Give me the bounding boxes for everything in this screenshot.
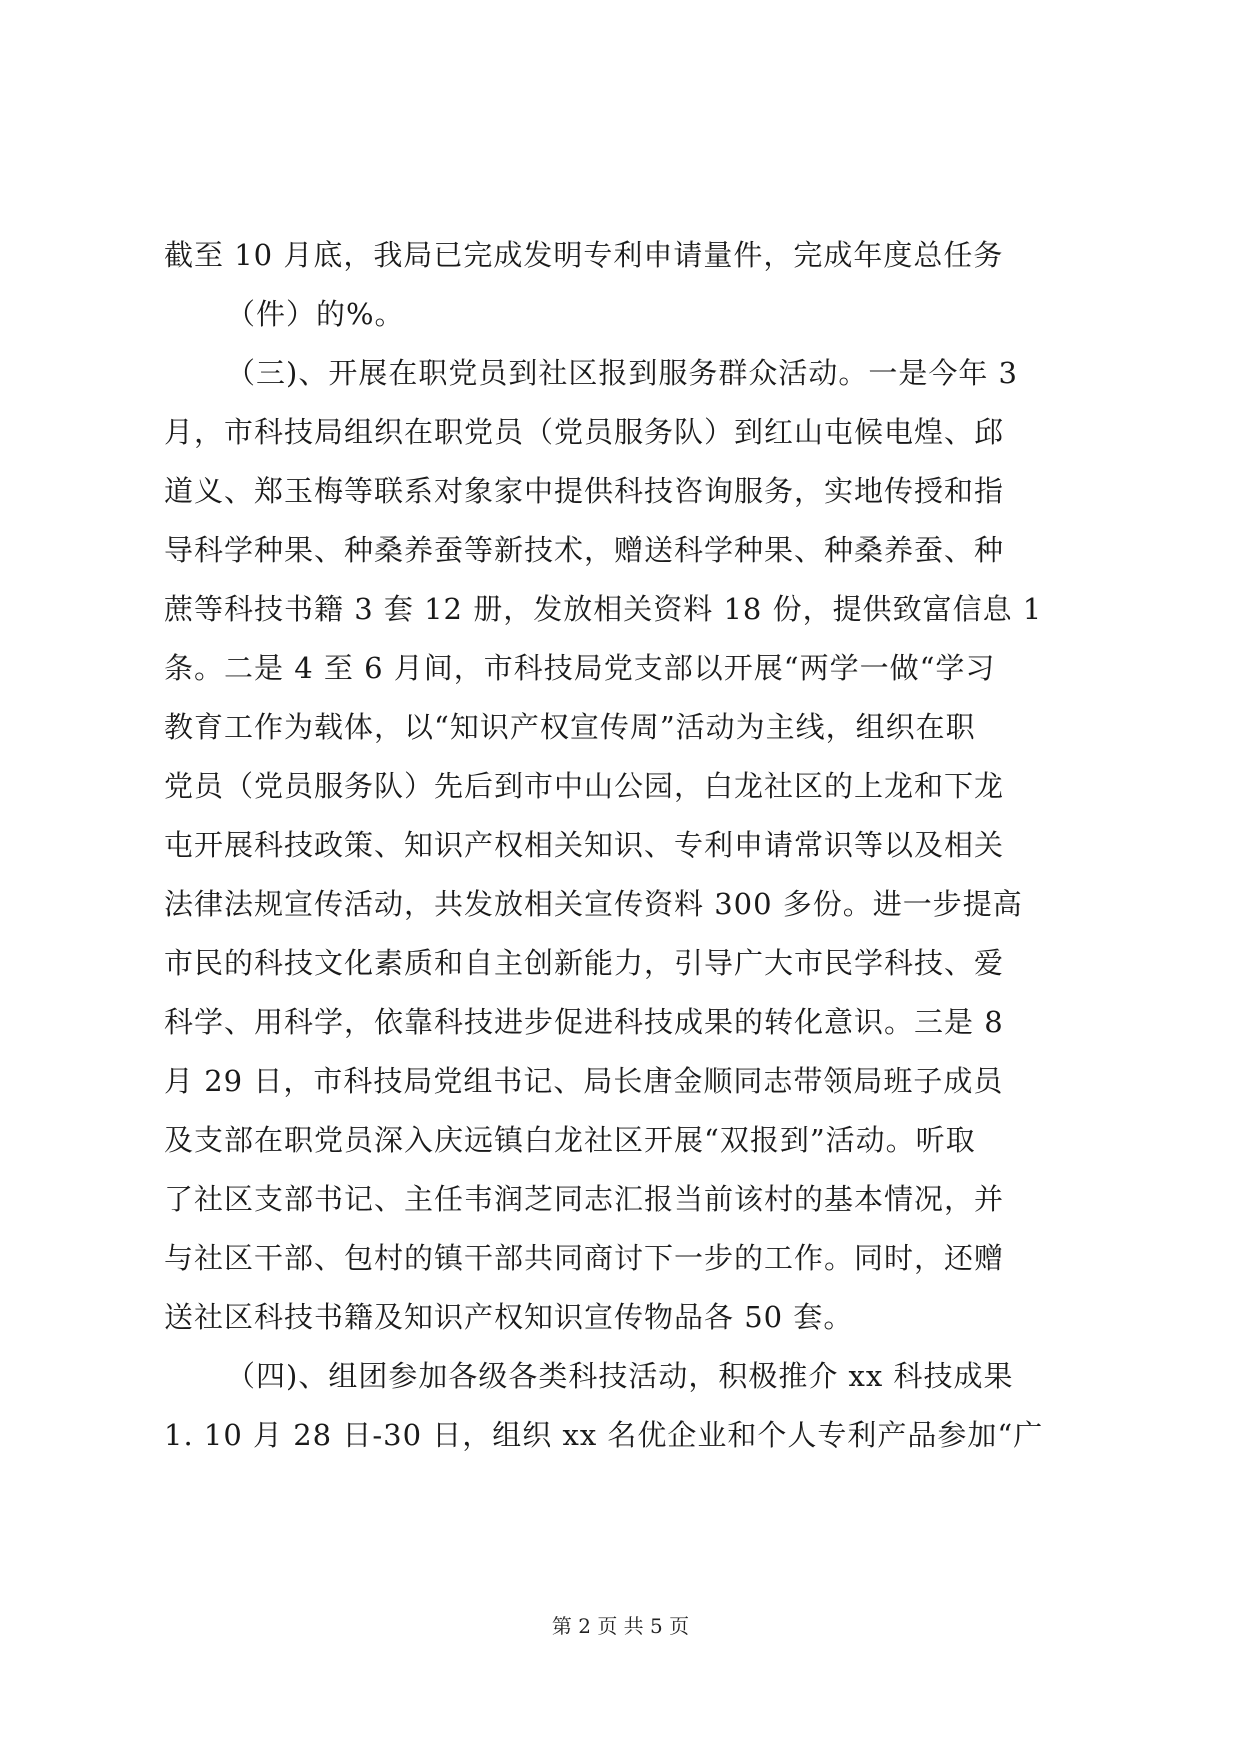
text-line: （件）的%。 [226, 297, 405, 331]
text-line: 导科学种果、种桑养蚕等新技术，赠送科学种果、种桑养蚕、种 [164, 533, 1005, 567]
text-line: 屯开展科技政策、知识产权相关知识、专利申请常识等以及相关 [164, 828, 1005, 862]
text-line: 蔗等科技书籍 3 套 12 册，发放相关资料 18 份，提供致富信息 1 [164, 592, 1043, 626]
document-body [164, 226, 1080, 1465]
text-line: 截至 10 月底，我局已完成发明专利申请量件，完成年度总任务 [164, 238, 1004, 272]
text-line: 市民的科技文化素质和自主创新能力，引导广大市民学科技、爱 [164, 946, 1005, 980]
text-line: 与社区干部、包村的镇干部共同商讨下一步的工作。同时，还赠 [164, 1241, 1005, 1275]
text-line: 科学、用科学，依靠科技进步促进科技成果的转化意识。三是 8 [164, 1005, 1004, 1039]
text-line: 1. 10 月 28 日-30 日，组织 xx 名优企业和个人专利产品参加“广 [164, 1418, 1044, 1452]
text-line: 月，市科技局组织在职党员（党员服务队）到红山屯候电煌、邱 [164, 415, 1005, 449]
text-line: 教育工作为载体，以“知识产权宣传周”活动为主线，组织在职 [164, 710, 976, 744]
text-line: 送社区科技书籍及知识产权知识宣传物品各 50 套。 [164, 1300, 854, 1334]
text-line: 条。二是 4 至 6 月间，市科技局党支部以开展“两学一做“学习 [164, 651, 996, 685]
text-line: 道义、郑玉梅等联系对象家中提供科技咨询服务，实地传授和指 [164, 474, 1005, 508]
text-line: 及支部在职党员深入庆远镇白龙社区开展“双报到”活动。听取 [164, 1123, 976, 1157]
text-line: 法律法规宣传活动，共发放相关宣传资料 300 多份。进一步提高 [164, 887, 1023, 921]
section-four-heading: （四)、组团参加各级各类科技活动，积极推介 xx 科技成果 [226, 1359, 1014, 1393]
text-line: 了社区支部书记、主任韦润芝同志汇报当前该村的基本情况，并 [164, 1182, 1005, 1216]
text-line: 党员（党员服务队）先后到市中山公园，白龙社区的上龙和下龙 [164, 769, 1005, 803]
section-three-heading: （三)、开展在职党员到社区报到服务群众活动。一是今年 3 [226, 356, 1018, 390]
text-line: 月 29 日，市科技局党组书记、局长唐金顺同志带领局班子成员 [164, 1064, 1004, 1098]
page-footer: 第 2 页 共 5 页 [551, 1614, 690, 1638]
